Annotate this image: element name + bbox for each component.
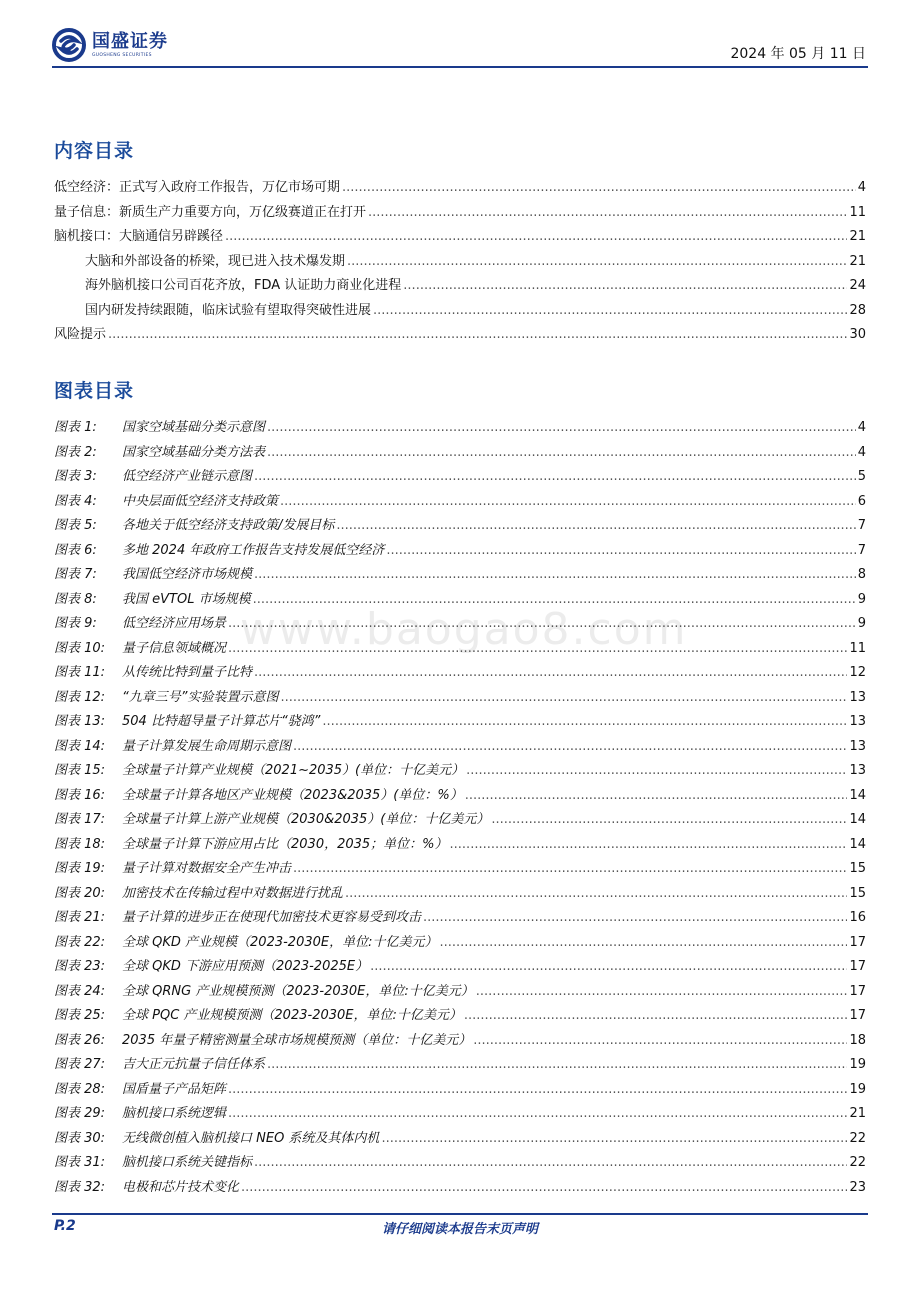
figure-number: 图表 20: — [54, 885, 106, 901]
leader-dots — [293, 861, 847, 876]
figure-page: 19 — [849, 1057, 866, 1072]
leader-dots — [254, 665, 847, 680]
figure-page: 4 — [857, 444, 866, 460]
leader-dots — [228, 1106, 847, 1121]
figure-number: 图表 32: — [54, 1179, 106, 1195]
figure-title: 吉大正元抗量子信任体系 — [122, 1057, 266, 1072]
figure-title: 从传统比特到量子比特 — [122, 665, 253, 680]
figure-item[interactable] — [54, 1053, 866, 1078]
leader-dots — [253, 592, 856, 607]
figure-page: 13 — [849, 689, 866, 705]
figure-page: 17 — [849, 959, 866, 974]
figure-title: 量子计算的进步正在使现代加密技术更容易受到攻击 — [122, 910, 422, 925]
header-divider — [52, 66, 868, 68]
figure-item[interactable] — [54, 1078, 866, 1103]
figure-item[interactable] — [54, 955, 866, 980]
figure-number: 图表 16: — [54, 787, 106, 803]
toc-item-label: 国内研发持续跟随，临床试验有望取得突破性进展 — [85, 302, 372, 318]
toc-item-page: 21 — [849, 253, 866, 269]
figure-number: 图表 23: — [54, 959, 106, 974]
figure-title: 全球 QRNG 产业规模预测（2023-2030E，单位:十亿美元） — [122, 983, 474, 999]
toc-item[interactable] — [54, 323, 866, 348]
figure-title: 全球量子计算下游应用占比（2030，2035；单位：%） — [122, 836, 448, 852]
figure-page: 18 — [849, 1032, 866, 1048]
leader-dots — [403, 278, 847, 293]
figure-item[interactable] — [54, 465, 866, 490]
figure-number: 图表 26: — [54, 1032, 106, 1048]
leader-dots — [228, 616, 856, 631]
figure-number: 图表 13: — [54, 714, 106, 729]
leader-dots — [368, 205, 847, 220]
figure-number: 图表 24: — [54, 983, 106, 999]
toc-item-page: 30 — [849, 327, 866, 342]
figure-number: 图表 29: — [54, 1106, 106, 1121]
toc-item-label: 低空经济：正式写入政府工作报告，万亿市场可期 — [54, 180, 341, 195]
figure-title: 全球 QKD 下游应用预测（2023-2025E） — [122, 959, 369, 974]
leader-dots — [476, 984, 848, 999]
figure-item[interactable] — [54, 1102, 866, 1127]
figure-page: 22 — [849, 1130, 866, 1146]
figure-item[interactable] — [54, 931, 866, 956]
toc-subitem[interactable] — [54, 299, 866, 324]
figure-page: 17 — [849, 1008, 866, 1023]
figure-number: 图表 4: — [54, 493, 97, 509]
figure-page: 6 — [857, 493, 866, 509]
figure-item[interactable] — [54, 833, 866, 858]
figure-item[interactable] — [54, 612, 866, 637]
figure-item[interactable] — [54, 784, 866, 809]
figure-page: 14 — [849, 836, 866, 852]
figure-number: 图表 2: — [54, 444, 97, 460]
figure-page: 15 — [849, 861, 866, 876]
leader-dots — [347, 254, 847, 269]
report-date: 2024 年 05 月 11 日 — [730, 46, 866, 62]
figure-page: 12 — [849, 665, 866, 680]
figure-title: 电极和芯片技术变化 — [122, 1179, 240, 1195]
figure-item[interactable] — [54, 1127, 866, 1152]
toc-item[interactable] — [54, 201, 866, 226]
figure-number: 图表 25: — [54, 1008, 106, 1023]
logo-chinese-name: 国盛证券 — [92, 30, 168, 52]
figure-title: 504 比特超导量子计算芯片“骁鸿” — [122, 714, 321, 729]
figure-number: 图表 12: — [54, 689, 106, 705]
figure-item[interactable] — [54, 686, 866, 711]
leader-dots — [241, 1180, 847, 1195]
figure-number: 图表 7: — [54, 567, 97, 582]
figure-page: 14 — [849, 812, 866, 827]
figure-item[interactable] — [54, 416, 866, 441]
figure-title: 低空经济应用场景 — [122, 616, 227, 631]
toc-item-label: 风险提示 — [54, 327, 107, 342]
figure-item[interactable] — [54, 514, 866, 539]
figure-page: 8 — [857, 567, 866, 582]
leader-dots — [267, 1057, 847, 1072]
figure-title: “九章三号”实验装置示意图 — [122, 689, 279, 705]
toc-item-label: 脑机接口：大脑通信另辟蹊径 — [54, 229, 224, 244]
leader-dots — [373, 303, 847, 318]
figure-page: 4 — [857, 420, 866, 435]
figure-number: 图表 1: — [54, 420, 97, 435]
figure-title: 低空经济产业链示意图 — [122, 469, 253, 484]
leader-dots — [466, 763, 847, 778]
leader-dots — [267, 420, 856, 435]
figure-item[interactable] — [54, 808, 866, 833]
figure-item[interactable] — [54, 539, 866, 564]
leader-dots — [491, 812, 847, 827]
figure-number: 图表 15: — [54, 763, 106, 778]
figure-number: 图表 8: — [54, 591, 97, 607]
leader-dots — [225, 229, 847, 244]
figure-number: 图表 30: — [54, 1130, 106, 1146]
leader-dots — [450, 837, 848, 852]
figures-title: 图表目录 — [54, 380, 135, 402]
leader-dots — [322, 714, 847, 729]
figure-number: 图表 28: — [54, 1081, 106, 1097]
toc-item-page: 21 — [849, 229, 866, 244]
figure-number: 图表 19: — [54, 861, 106, 876]
leader-dots — [473, 1033, 847, 1048]
toc-item-label: 大脑和外部设备的桥梁，现已进入技术爆发期 — [85, 253, 346, 269]
footer-divider — [52, 1213, 868, 1215]
figure-title: 各地关于低空经济支持政策/发展目标 — [122, 518, 335, 533]
figure-title: 全球 QKD 产业规模（2023-2030E，单位:十亿美元） — [122, 934, 438, 950]
toc-item-page: 24 — [849, 278, 866, 293]
leader-dots — [336, 518, 855, 533]
leader-dots — [228, 641, 847, 656]
figure-page: 11 — [849, 640, 866, 656]
figure-page: 21 — [849, 1106, 866, 1121]
figure-title: 国家空域基础分类方法表 — [122, 444, 266, 460]
figure-title: 多地 2024 年政府工作报告支持发展低空经济 — [122, 542, 385, 558]
leader-dots — [342, 180, 856, 195]
toc-item-page: 4 — [857, 180, 866, 195]
figure-page: 16 — [849, 910, 866, 925]
figure-page: 15 — [849, 885, 866, 901]
guosheng-logo-icon — [52, 28, 86, 62]
leader-dots — [267, 445, 856, 460]
figure-number: 图表 6: — [54, 542, 97, 558]
toc-subitem[interactable] — [54, 250, 866, 275]
figure-title: 我国 eVTOL 市场规模 — [122, 591, 251, 607]
figure-page: 7 — [857, 542, 866, 558]
figure-page: 5 — [857, 469, 866, 484]
figure-title: 全球量子计算产业规模（2021~2035）(单位：十亿美元） — [122, 763, 465, 778]
toc-list — [54, 176, 866, 348]
figure-title: 无线微创植入脑机接口 NEO 系统及其体内机 — [122, 1130, 380, 1146]
figure-number: 图表 3: — [54, 469, 97, 484]
figure-item[interactable] — [54, 759, 866, 784]
figure-item[interactable] — [54, 1029, 866, 1054]
company-logo — [52, 28, 168, 62]
figure-number: 图表 14: — [54, 738, 106, 754]
toc-title: 内容目录 — [54, 140, 135, 162]
figure-page: 13 — [849, 714, 866, 729]
figure-page: 17 — [849, 934, 866, 950]
leader-dots — [386, 543, 855, 558]
leader-dots — [108, 327, 847, 342]
leader-dots — [345, 886, 847, 901]
figure-number: 图表 11: — [54, 665, 106, 680]
figure-title: 2035 年量子精密测量全球市场规模预测（单位：十亿美元） — [122, 1032, 472, 1048]
figure-page: 9 — [857, 591, 866, 607]
figure-number: 图表 5: — [54, 518, 97, 533]
leader-dots — [381, 1131, 847, 1146]
figure-title: 脑机接口系统关键指标 — [122, 1155, 253, 1170]
toc-item-label: 海外脑机接口公司百花齐放，FDA 认证助力商业化进程 — [85, 278, 402, 293]
figure-number: 图表 9: — [54, 616, 97, 631]
leader-dots — [280, 690, 847, 705]
figure-number: 图表 27: — [54, 1057, 106, 1072]
figures-list — [54, 416, 866, 1200]
figure-title: 中央层面低空经济支持政策 — [122, 493, 279, 509]
logo-english-name: GUOSHENG SECURITIES — [92, 52, 152, 58]
page-header — [52, 28, 868, 68]
figure-number: 图表 22: — [54, 934, 106, 950]
figure-title: 国家空域基础分类示意图 — [122, 420, 266, 435]
leader-dots — [423, 910, 847, 925]
figure-item[interactable] — [54, 1151, 866, 1176]
toc-item-label: 量子信息：新质生产力重要方向，万亿级赛道正在打开 — [54, 204, 367, 220]
figure-title: 全球量子计算各地区产业规模（2023&2035）(单位：%） — [122, 787, 463, 803]
figure-page: 9 — [857, 616, 866, 631]
figure-item[interactable] — [54, 661, 866, 686]
figure-page: 13 — [849, 763, 866, 778]
leader-dots — [293, 739, 847, 754]
figure-item[interactable] — [54, 637, 866, 662]
figure-page: 7 — [857, 518, 866, 533]
leader-dots — [254, 469, 856, 484]
watermark: www.baogao8.com — [240, 604, 688, 655]
figure-item[interactable] — [54, 882, 866, 907]
figure-title: 全球量子计算上游产业规模（2030&2035）(单位：十亿美元） — [122, 812, 490, 827]
figure-number: 图表 10: — [54, 640, 106, 656]
leader-dots — [440, 935, 848, 950]
figure-item[interactable] — [54, 588, 866, 613]
figure-number: 图表 21: — [54, 910, 106, 925]
figure-title: 量子信息领域概况 — [122, 640, 227, 656]
leader-dots — [280, 494, 856, 509]
figure-title: 加密技术在传输过程中对数据进行扰乱 — [122, 885, 344, 901]
leader-dots — [228, 1082, 847, 1097]
toc-item-page: 11 — [849, 204, 866, 220]
figure-item[interactable] — [54, 906, 866, 931]
figure-page: 23 — [849, 1179, 866, 1195]
figure-number: 图表 31: — [54, 1155, 106, 1170]
figure-number: 图表 17: — [54, 812, 106, 827]
figure-title: 我国低空经济市场规模 — [122, 567, 253, 582]
figure-page: 22 — [849, 1155, 866, 1170]
toc-item-page: 28 — [849, 302, 866, 318]
disclaimer-note: 请仔细阅读本报告末页声明 — [381, 1222, 538, 1237]
page-number: P.2 — [54, 1218, 76, 1234]
figure-title: 国盾量子产品矩阵 — [122, 1081, 227, 1097]
figure-page: 14 — [849, 787, 866, 803]
toc-subitem[interactable] — [54, 274, 866, 299]
toc-item[interactable] — [54, 176, 866, 201]
leader-dots — [465, 788, 848, 803]
figure-page: 17 — [849, 983, 866, 999]
figure-title: 脑机接口系统逻辑 — [122, 1106, 227, 1121]
figure-item[interactable] — [54, 490, 866, 515]
figure-item[interactable] — [54, 710, 866, 735]
leader-dots — [254, 1155, 847, 1170]
figure-title: 量子计算发展生命周期示意图 — [122, 738, 292, 754]
figure-number: 图表 18: — [54, 836, 106, 852]
toc-item[interactable] — [54, 225, 866, 250]
figure-title: 量子计算对数据安全产生冲击 — [122, 861, 292, 876]
figure-item[interactable] — [54, 857, 866, 882]
figure-item[interactable] — [54, 980, 866, 1005]
figure-item[interactable] — [54, 1004, 866, 1029]
figure-item[interactable] — [54, 1176, 866, 1201]
figure-page: 13 — [849, 738, 866, 754]
figure-title: 全球 PQC 产业规模预测（2023-2030E，单位:十亿美元） — [122, 1008, 462, 1023]
figure-item[interactable] — [54, 735, 866, 760]
figure-item[interactable] — [54, 441, 866, 466]
leader-dots — [254, 567, 856, 582]
leader-dots — [370, 959, 847, 974]
leader-dots — [464, 1008, 848, 1023]
figure-page: 19 — [849, 1081, 866, 1097]
figure-item[interactable] — [54, 563, 866, 588]
